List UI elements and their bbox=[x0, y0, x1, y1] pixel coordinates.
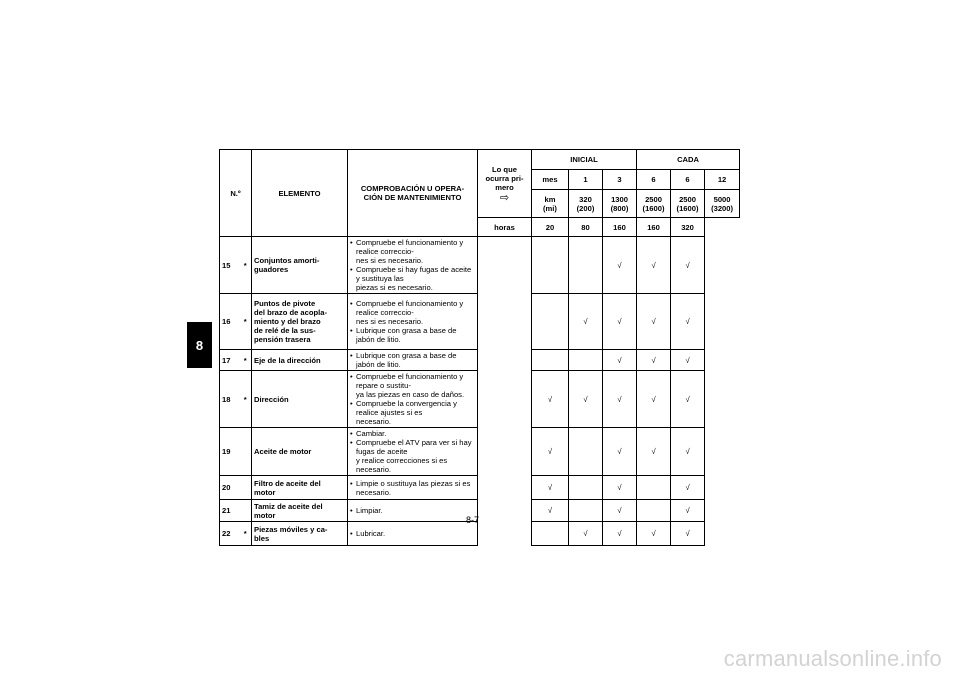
header-no: N.º bbox=[220, 150, 252, 237]
check-mark-icon: √ bbox=[671, 428, 705, 476]
check-mark-icon: √ bbox=[532, 476, 569, 500]
row-number: 15 bbox=[220, 237, 240, 294]
check-item: • Compruebe el ATV para ver si hay fugas de aceite y realice correcciones si es necesario. bbox=[350, 438, 475, 474]
row-number: 16 bbox=[220, 294, 240, 350]
dealer-service-mark: * bbox=[240, 294, 252, 350]
check-list bbox=[350, 238, 475, 292]
check-mark-icon: √ bbox=[569, 371, 603, 428]
header-every: CADA bbox=[637, 150, 740, 170]
check-list bbox=[350, 506, 475, 515]
row-item: Eje de la dirección bbox=[252, 350, 348, 371]
row-checks bbox=[348, 294, 478, 350]
row-item: Puntos de pivote del brazo de acopla- miento y del brazo de relé de la sus- pensión trasera bbox=[252, 294, 348, 350]
row-item: Dirección bbox=[252, 371, 348, 428]
table-row bbox=[220, 237, 740, 294]
maintenance-table bbox=[219, 149, 740, 546]
check-mark-icon: √ bbox=[532, 428, 569, 476]
check-mark-icon: √ bbox=[603, 522, 637, 546]
watermark: carmanualsonline.info bbox=[723, 646, 942, 671]
chapter-tab: 8 bbox=[187, 322, 212, 368]
mes-value: 3 bbox=[603, 170, 637, 190]
check-item: • Compruebe si hay fugas de aceite y sustituya las piezas si es necesario. bbox=[350, 265, 475, 292]
row-number: 18 bbox=[220, 371, 240, 428]
table-row bbox=[220, 294, 740, 350]
dealer-service-mark bbox=[240, 476, 252, 500]
row-whichever-blank bbox=[478, 476, 532, 500]
table-row bbox=[220, 371, 740, 428]
check-mark-icon: √ bbox=[637, 522, 671, 546]
horas-value: 160 bbox=[637, 218, 671, 237]
row-whichever-blank bbox=[478, 350, 532, 371]
check-mark-icon: √ bbox=[603, 476, 637, 500]
row-item: Tamiz de aceite del motor bbox=[252, 500, 348, 522]
check-mark-icon: √ bbox=[671, 371, 705, 428]
mes-label: mes bbox=[532, 170, 569, 190]
check-item: • Limpiar. bbox=[350, 506, 475, 515]
check-list bbox=[350, 529, 475, 538]
mes-value: 6 bbox=[671, 170, 705, 190]
page-number: 8-7 bbox=[466, 515, 480, 525]
dealer-service-mark: * bbox=[240, 237, 252, 294]
empty-interval-cell bbox=[569, 500, 603, 522]
mes-value: 12 bbox=[705, 170, 740, 190]
check-item: • Limpie o sustituya las piezas si es necesario. bbox=[350, 479, 475, 497]
empty-interval-cell bbox=[637, 500, 671, 522]
check-list bbox=[350, 299, 475, 344]
header-initial: INICIAL bbox=[532, 150, 637, 170]
row-number: 17 bbox=[220, 350, 240, 371]
km-label: km (mi) bbox=[532, 190, 569, 218]
check-mark-icon: √ bbox=[671, 237, 705, 294]
right-arrow-icon: ⇨ bbox=[499, 191, 510, 204]
mes-value: 1 bbox=[569, 170, 603, 190]
check-mark-icon: √ bbox=[671, 522, 705, 546]
check-mark-icon: √ bbox=[637, 428, 671, 476]
header-check: COMPROBACIÓN U OPERA- CIÓN DE MANTENIMIENTO bbox=[348, 150, 478, 237]
header-whichever-text: Lo que ocurra pri- mero bbox=[485, 164, 524, 192]
check-mark-icon: √ bbox=[637, 350, 671, 371]
header-item: ELEMENTO bbox=[252, 150, 348, 237]
mes-value: 6 bbox=[637, 170, 671, 190]
empty-interval-cell bbox=[569, 237, 603, 294]
row-number: 22 bbox=[220, 522, 240, 546]
check-mark-icon: √ bbox=[671, 350, 705, 371]
check-mark-icon: √ bbox=[603, 371, 637, 428]
row-checks bbox=[348, 350, 478, 371]
dealer-service-mark: * bbox=[240, 350, 252, 371]
dealer-service-mark bbox=[240, 500, 252, 522]
row-checks bbox=[348, 237, 478, 294]
row-whichever-blank bbox=[478, 522, 532, 546]
row-checks bbox=[348, 371, 478, 428]
check-mark-icon: √ bbox=[532, 371, 569, 428]
km-value: 2500 (1600) bbox=[671, 190, 705, 218]
row-number: 20 bbox=[220, 476, 240, 500]
row-checks bbox=[348, 522, 478, 546]
horas-value: 320 bbox=[671, 218, 705, 237]
check-mark-icon: √ bbox=[603, 237, 637, 294]
horas-value: 20 bbox=[532, 218, 569, 237]
horas-value: 80 bbox=[569, 218, 603, 237]
horas-label: horas bbox=[478, 218, 532, 237]
empty-interval-cell bbox=[532, 522, 569, 546]
check-mark-icon: √ bbox=[671, 500, 705, 522]
row-whichever-blank bbox=[478, 371, 532, 428]
km-value: 320 (200) bbox=[569, 190, 603, 218]
check-item: • Compruebe el funcionamiento y repare o sustitu- ya las piezas en caso de daños. bbox=[350, 372, 475, 399]
km-value: 1300 (800) bbox=[603, 190, 637, 218]
dealer-service-mark: * bbox=[240, 522, 252, 546]
check-mark-icon: √ bbox=[603, 428, 637, 476]
check-list bbox=[350, 479, 475, 497]
km-value: 5000 (3200) bbox=[705, 190, 740, 218]
horas-value: 160 bbox=[603, 218, 637, 237]
check-mark-icon: √ bbox=[603, 500, 637, 522]
table-row bbox=[220, 522, 740, 546]
check-mark-icon: √ bbox=[637, 237, 671, 294]
empty-interval-cell bbox=[532, 350, 569, 371]
row-whichever-blank bbox=[478, 294, 532, 350]
row-number: 21 bbox=[220, 500, 240, 522]
check-item: • Cambiar. bbox=[350, 429, 475, 438]
check-mark-icon: √ bbox=[532, 500, 569, 522]
table-row bbox=[220, 500, 740, 522]
header-whichever bbox=[478, 150, 532, 218]
check-item: • Compruebe el funcionamiento y realice correccio- nes si es necesario. bbox=[350, 238, 475, 265]
row-item: Piezas móviles y ca- bles bbox=[252, 522, 348, 546]
check-item: • Lubrique con grasa a base de jabón de litio. bbox=[350, 326, 475, 344]
check-mark-icon: √ bbox=[603, 294, 637, 350]
check-mark-icon: √ bbox=[637, 294, 671, 350]
table-body bbox=[220, 237, 740, 546]
table-row bbox=[220, 350, 740, 371]
check-list bbox=[350, 429, 475, 474]
check-item: • Lubrique con grasa a base de jabón de litio. bbox=[350, 351, 475, 369]
table-row bbox=[220, 428, 740, 476]
dealer-service-mark bbox=[240, 428, 252, 476]
check-item: • Lubricar. bbox=[350, 529, 475, 538]
row-whichever-blank bbox=[478, 237, 532, 294]
row-number: 19 bbox=[220, 428, 240, 476]
check-item: • Compruebe la convergencia y realice ajustes si es necesario. bbox=[350, 399, 475, 426]
empty-interval-cell bbox=[532, 237, 569, 294]
row-checks bbox=[348, 428, 478, 476]
check-mark-icon: √ bbox=[637, 371, 671, 428]
row-item: Conjuntos amorti- guadores bbox=[252, 237, 348, 294]
row-checks bbox=[348, 500, 478, 522]
check-mark-icon: √ bbox=[671, 294, 705, 350]
check-mark-icon: √ bbox=[569, 294, 603, 350]
check-mark-icon: √ bbox=[671, 476, 705, 500]
table-row bbox=[220, 476, 740, 500]
row-whichever-blank bbox=[478, 500, 532, 522]
row-item: Filtro de aceite del motor bbox=[252, 476, 348, 500]
empty-interval-cell bbox=[637, 476, 671, 500]
check-mark-icon: √ bbox=[569, 522, 603, 546]
dealer-service-mark: * bbox=[240, 371, 252, 428]
check-mark-icon: √ bbox=[603, 350, 637, 371]
empty-interval-cell bbox=[569, 350, 603, 371]
empty-interval-cell bbox=[569, 428, 603, 476]
row-checks bbox=[348, 476, 478, 500]
km-value: 2500 (1600) bbox=[637, 190, 671, 218]
empty-interval-cell bbox=[569, 476, 603, 500]
row-item: Aceite de motor bbox=[252, 428, 348, 476]
check-list bbox=[350, 351, 475, 369]
empty-interval-cell bbox=[532, 294, 569, 350]
check-list bbox=[350, 372, 475, 426]
row-whichever-blank bbox=[478, 428, 532, 476]
check-item: • Compruebe el funcionamiento y realice correccio- nes si es necesario. bbox=[350, 299, 475, 326]
